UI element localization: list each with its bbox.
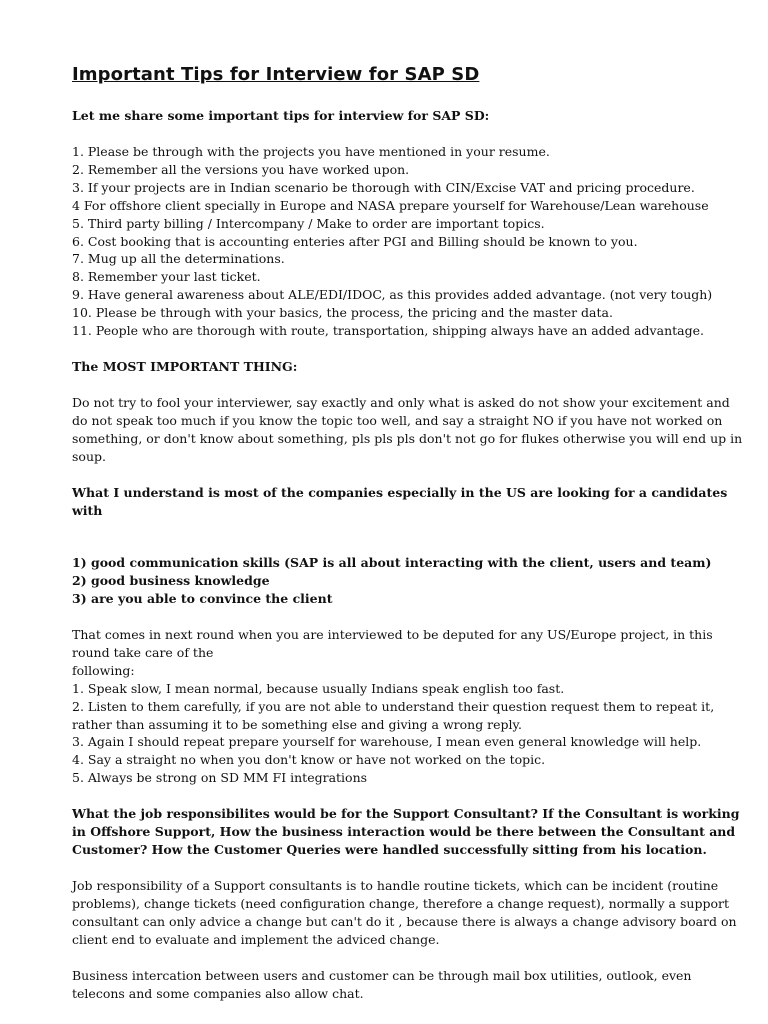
tips-list <box>72 143 748 340</box>
next-round-text: That comes in next round when you are interviewed to be deputed for any US/Europe project, in this round take care of the <box>72 626 713 660</box>
document-title: Important Tips for Interview for SAP SD <box>72 64 480 85</box>
intro-text: Let me share some important tips for interview for SAP SD: <box>72 108 490 123</box>
list-item: 2) good business knowledge <box>72 572 270 588</box>
list-item: 1. Speak slow, I mean normal, because usually Indians speak english too fast. <box>72 680 565 696</box>
list-item: 2. Remember all the versions you have worked upon. <box>72 161 410 177</box>
most-important-heading: The MOST IMPORTANT THING: <box>72 358 298 374</box>
list-item: 6. Cost booking that is accounting enteries after PGI and Billing should be known to you. <box>72 233 638 249</box>
next-round-tips-list <box>72 680 748 787</box>
list-item: 3. If your projects are in Indian scenario be thorough with CIN/Excise VAT and pricing procedure. <box>72 179 695 195</box>
list-item: 9. Have general awareness about ALE/EDI/IDOC, as this provides added advantage. (not very tough) <box>72 287 713 303</box>
job-responsibilities-heading: What the job responsibilites would be for the Support Consultant? If the Consultant is working in Offshore Support, How the business interaction would be there between the Consultant and Customer? How the Customer Queries were handled successfully sitting from his location. <box>72 806 740 858</box>
qualities-list <box>72 554 748 608</box>
next-round-text-cont: following: <box>72 662 135 678</box>
business-interaction-text: Business intercation between users and customer can be through mail box utilities, outlook, even telecons and some companies also allow chat. <box>72 968 692 1002</box>
list-item: 2. Listen to them carefully, if you are not able to understand their question request them to repeat it, rather than assuming it to be something else and giving a wrong reply. <box>72 698 715 732</box>
us-companies-heading: What I understand is most of the companies especially in the US are looking for a candidates with <box>72 484 728 518</box>
list-item: 1) good communication skills (SAP is all about interacting with the client, users and team) <box>72 554 712 570</box>
list-item: 7. Mug up all the determinations. <box>72 251 285 267</box>
list-item: 11. People who are thorough with route, transportation, shipping always have an added advantage. <box>72 323 704 339</box>
list-item: 4. Say a straight no when you don't know or have not worked on the topic. <box>72 752 546 768</box>
job-responsibilities-text: Job responsibility of a Support consultants is to handle routine tickets, which can be incident (routine problems), change tickets (need configuration change, therefore a change request), normally a support consultant can only advice a change but can't do it , because there is always a change advisory board on client end to evaluate and implement the adviced change. <box>72 878 737 948</box>
most-important-text: Do not try to fool your interviewer, say exactly and only what is asked do not show your excitement and do not speak too much if you know the topic too well, and say a straight NO if you have not worked on something, or don't know about something, pls pls pls don't not go for flukes otherwise you will end up in soup. <box>72 394 743 464</box>
list-item: 5. Third party billing / Intercompany / Make to order are important topics. <box>72 215 545 231</box>
list-item: 4 For offshore client specially in Europe and NASA prepare yourself for Warehouse/Lean warehouse <box>72 197 709 213</box>
list-item: 3. Again I should repeat prepare yourself for warehouse, I mean even general knowledge will help. <box>72 734 702 750</box>
list-item: 5. Always be strong on SD MM FI integrations <box>72 770 368 786</box>
list-item: 10. Please be through with your basics, the process, the pricing and the master data. <box>72 305 613 321</box>
list-item: 1. Please be through with the projects you have mentioned in your resume. <box>72 144 550 159</box>
list-item: 3) are you able to convince the client <box>72 590 333 606</box>
list-item: 8. Remember your last ticket. <box>72 269 261 285</box>
